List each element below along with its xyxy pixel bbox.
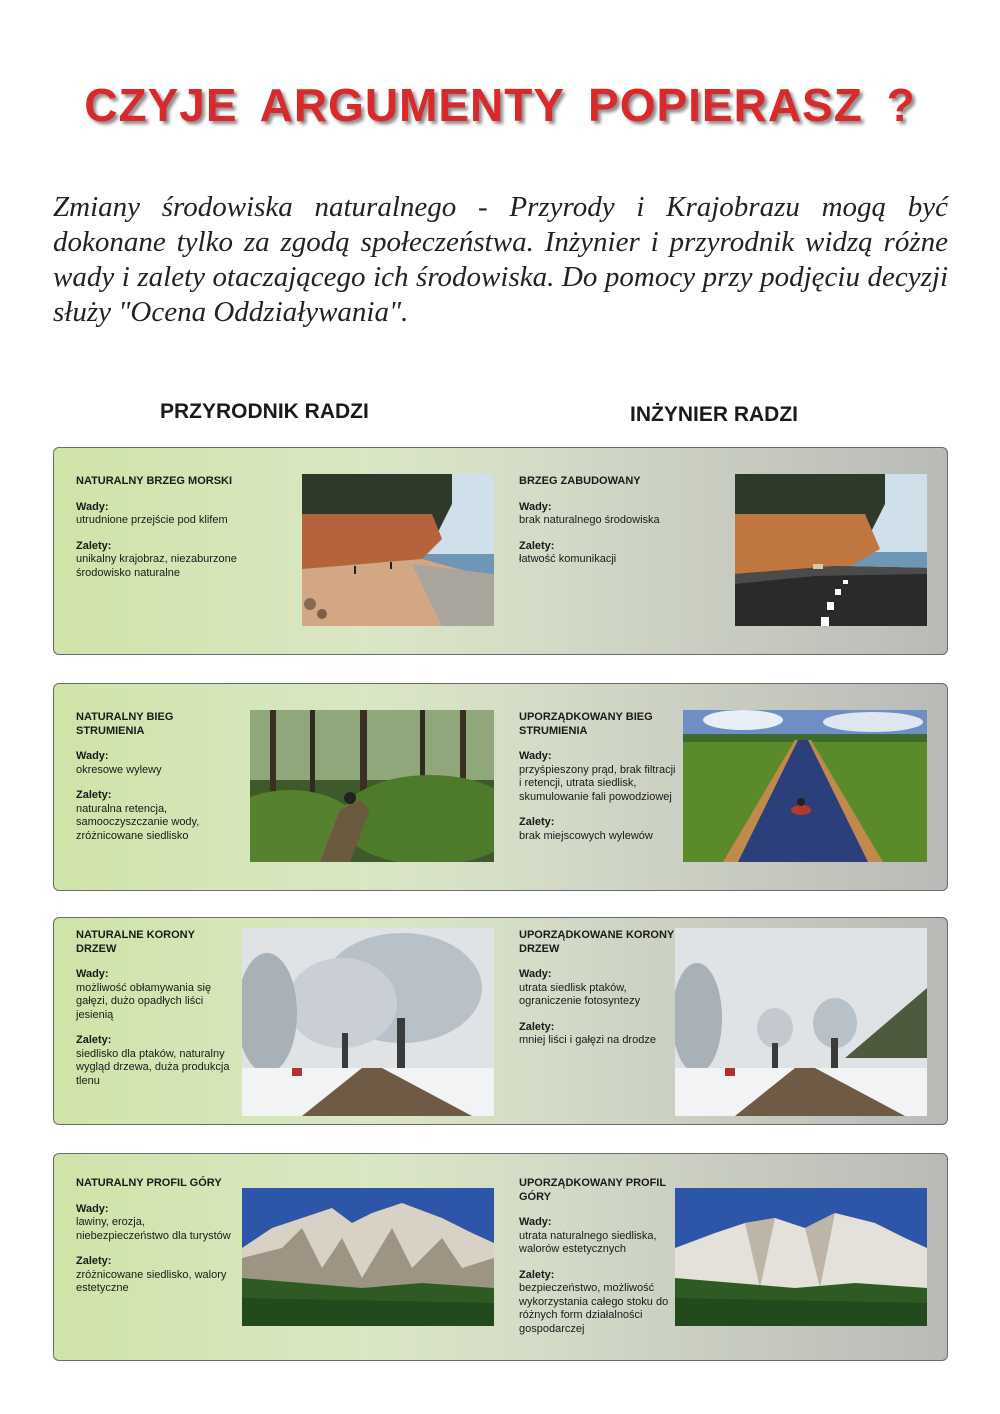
wady-text: okresowe wylewy bbox=[76, 763, 162, 776]
natural-stream-photo bbox=[250, 710, 494, 862]
natural-coast-card bbox=[76, 475, 251, 592]
wady-label: Wady: bbox=[519, 500, 552, 513]
wady-label: Wady: bbox=[76, 750, 109, 762]
natural-trees-card bbox=[76, 929, 236, 1100]
wady-label: Wady: bbox=[519, 1216, 552, 1228]
built-coast-photo bbox=[735, 474, 927, 626]
zalety-text: siedlisko dla ptaków, naturalny wygląd drzewa, duża produkcja tlenu bbox=[76, 1047, 230, 1087]
intro-paragraph: Zmiany środowiska naturalnego - Przyrody i Krajobrazu mogą być dokonane tylko za zgodą społeczeństwa. Inżynier i przyrodnik widzą różne wady i zalety otaczającego ich środowiska. Do pomocy przy podjęciu decyzji służy "Ocena Oddziaływania". bbox=[53, 191, 948, 328]
regulated-stream-photo bbox=[683, 710, 927, 862]
natural-mountain-card bbox=[76, 1177, 236, 1308]
wady-text: brak naturalnego środowiska bbox=[519, 514, 660, 526]
natural-coast-photo bbox=[302, 474, 494, 626]
zalety-label: Zalety: bbox=[519, 539, 555, 552]
regulated-stream-card bbox=[519, 711, 679, 855]
wady-text: utrudnione przejście pod klifem bbox=[76, 514, 228, 526]
wady-label: Wady: bbox=[76, 968, 109, 980]
wady-text: lawiny, erozja, niebezpieczeństwo dla turystów bbox=[76, 1216, 231, 1242]
zalety-text: bezpieczeństwo, możliwość wykorzystania całego stoku do różnych form działalności gospodarczej bbox=[519, 1282, 669, 1335]
natural-stream-card bbox=[76, 711, 236, 855]
column-heading-naturalist: PRZYRODNIK RADZI bbox=[160, 400, 369, 423]
natural-mountain-photo bbox=[242, 1188, 494, 1326]
wady-label: Wady: bbox=[519, 750, 552, 762]
wady-label: Wady: bbox=[76, 1202, 109, 1215]
zalety-label: Zalety: bbox=[519, 816, 555, 828]
column-heading-engineer: INŻYNIER RADZI bbox=[630, 403, 798, 426]
wady-label: Wady: bbox=[76, 500, 109, 513]
zalety-text: zróżnicowane siedlisko, walory estetyczne bbox=[76, 1268, 227, 1294]
zalety-label: Zalety: bbox=[76, 1034, 112, 1046]
zalety-text: łatwość komunikacji bbox=[519, 553, 617, 565]
poster-title: CZYJE ARGUMENTY POPIERASZ ? bbox=[84, 79, 916, 131]
natural-trees-photo bbox=[242, 928, 494, 1116]
zalety-label: Zalety: bbox=[76, 539, 112, 552]
card-title: UPORZĄDKOWANY BIEG STRUMIENIA bbox=[519, 711, 653, 737]
wady-text: możliwość obłamywania się gałęzi, dużo opadłych liści jesienią bbox=[76, 981, 212, 1021]
wady-text: przyśpieszony prąd, brak filtracji i retencji, utrata siedlisk, skumulowanie fali powodziowej bbox=[519, 763, 676, 803]
card-title: BRZEG ZABUDOWANY bbox=[519, 475, 641, 487]
wady-text: utrata siedlisk ptaków, ograniczenie fotosyntezy bbox=[519, 981, 641, 1007]
zalety-text: mniej liści i gałęzi na drodze bbox=[519, 1034, 656, 1046]
card-title: UPORZĄDKOWANY PROFIL GÓRY bbox=[519, 1177, 666, 1203]
pruned-trees-photo bbox=[675, 928, 927, 1116]
modified-mountain-photo bbox=[675, 1188, 927, 1326]
pruned-trees-card bbox=[519, 929, 679, 1060]
zalety-label: Zalety: bbox=[76, 789, 112, 801]
card-title: NATURALNE KORONY DRZEW bbox=[76, 929, 195, 955]
zalety-text: naturalna retencja, samooczyszczanie wody, zróżnicowane siedlisko bbox=[76, 802, 200, 842]
modified-mountain-card bbox=[519, 1177, 679, 1348]
zalety-text: brak miejscowych wylewów bbox=[519, 829, 653, 842]
card-title: NATURALNY BIEG STRUMIENIA bbox=[76, 711, 174, 737]
zalety-text: unikalny krajobraz, niezaburzone środowisko naturalne bbox=[76, 553, 237, 579]
zalety-label: Zalety: bbox=[519, 1020, 555, 1033]
built-coast-card bbox=[519, 475, 694, 579]
zalety-label: Zalety: bbox=[76, 1255, 112, 1267]
wady-text: utrata naturalnego siedliska, walorów estetycznych bbox=[519, 1229, 657, 1255]
card-title: UPORZĄDKOWANE KORONY DRZEW bbox=[519, 929, 675, 955]
wady-label: Wady: bbox=[519, 968, 552, 980]
zalety-label: Zalety: bbox=[519, 1268, 555, 1281]
card-title: NATURALNY PROFIL GÓRY bbox=[76, 1177, 222, 1189]
card-title: NATURALNY BRZEG MORSKI bbox=[76, 475, 233, 487]
